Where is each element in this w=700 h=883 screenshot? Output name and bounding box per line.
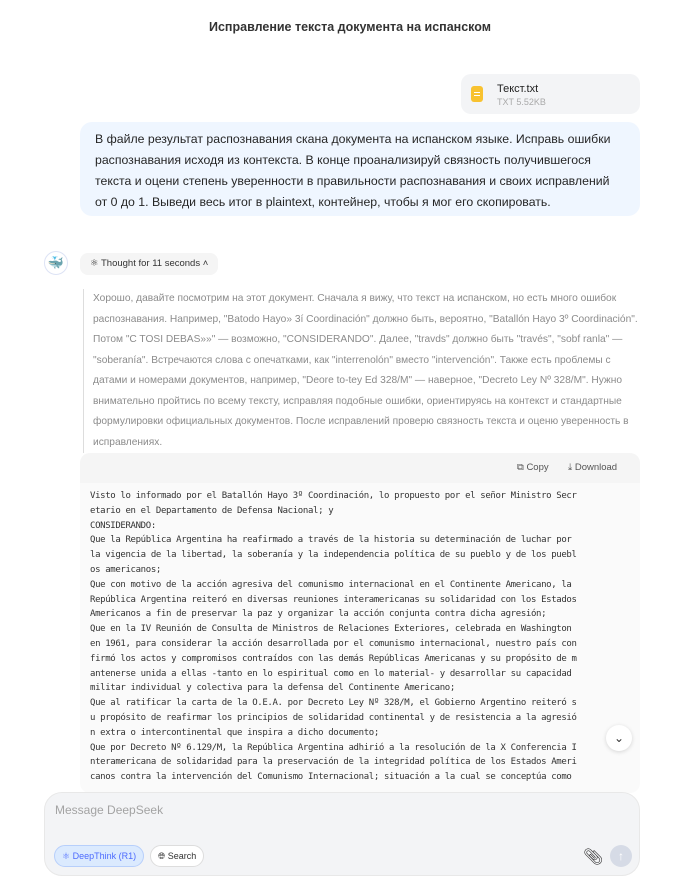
deepthink-toggle[interactable]: ⚛ DeepThink (R1) — [54, 845, 144, 867]
download-icon: ⤓ — [568, 462, 575, 473]
search-toggle[interactable]: 🌐︎ Search — [150, 845, 204, 867]
message-composer[interactable] — [44, 792, 640, 876]
file-attachment[interactable] — [461, 74, 640, 114]
deepseek-logo-icon: 🐳 — [44, 251, 68, 275]
thought-icon: ⚛ — [90, 258, 101, 269]
arrow-up-icon: ↑ — [618, 849, 624, 863]
chat-title: Исправление текста документа на испанском — [209, 20, 491, 34]
file-meta: TXT 5.52KB — [497, 97, 546, 107]
code-content: Visto lo informado por el Batallón Hayo 3º Coordinación, lo propuesto por el señor Ministro Secr etario en el Departamento de Defensa Nacional; y CONSIDERANDO: Que la República Argentina ha reafirmado a través de la historia su determinación de luchar por la vigencia de la libertad, la soberanía y la independencia política de su pueblo y de los puebl os americanos; Que con motivo de la acción agresiva del comunismo internacional en el Continente Americano, la República Argentina reiteró en diversas reuniones interamericanas su solidaridad con los Estados Americanos a fin de preservar la paz y organizar la acción conjunta contra dicha agresión; Que en la IV Reunión de Consulta de Ministros de Relaciones Exteriores, celebrada en Washington en 1961, para considerar la acción desarrollada por el comunismo internacional, nuestro país con firmó los actos y compromisos contraídos con las demás Repúblicas Americanas y su propósito de m antenerse unida a ellas -tanto en lo espiritual como en lo material- y desarrollar su capacidad militar individual y colectiva para la defensa del Continente Americano; Que al ratificar la carta de la O.E.A. por Decreto Ley Nº 328/M, el Gobierno Argentino reiteró s u propósito de reafirmar los principios de solidaridad continental y de resistencia a la agresió n extra o intercontinental que inspira a dicho documento; Que por Decreto Nº 6.129/M, la República Argentina adhirió a la resolución de la X Conferencia I nteramericana de solidaridad para la preservación de la integridad política de los Estados Ameri canos contra la intervención del Comunismo Internacional; situación a la cual se conceptúa como — [90, 491, 577, 783]
copy-icon: ⧉ — [517, 462, 527, 473]
globe-icon: 🌐︎ — [158, 851, 168, 861]
file-icon — [471, 86, 483, 102]
code-block — [80, 453, 640, 793]
code-toolbar — [80, 453, 640, 483]
user-message: В файле результат распознавания скана документа на испанском языке. Исправь ошибки распознавания исходя из контекста. В конце проанализируй связность получившегося текста и оцени степень уверенности в правильности распознавания и своих исправлений от 0 до 1. Выведи весь итог в plaintext, контейнер, чтобы я мог его скопировать. — [80, 122, 640, 216]
thought-label: Thought for 11 seconds — [100, 258, 201, 269]
chevron-up-icon: ˄ — [200, 258, 209, 269]
file-name: Текст.txt — [497, 83, 539, 95]
thought-text: Хорошо, давайте посмотрим на этот документ. Сначала я вижу, что текст на испанском, но есть много ошибок распознавания. Например, "Batodo Hayo» 3í Coordinación" должно быть, вероятно, "Batallón Hayo 3º Coordinación". Потом "C TOSI DEBAS»»" — возможно, "CONSIDERANDO". Далее, "travds" должно быть "través", "sobf ranla" — "soberanía". Встречаются слова с опечатками, как "interrenolón" вместо "intervención". Также есть проблемы с датами и номерами документов, например, "Deore to-tey Ed 328/M" — наверное, "Decreto Ley Nº 328/M". Нужно внимательно пройтись по всему тексту, исправляя подобные ошибки, ориентируясь на контекст и стандартные формулировки официальных документов. После исправлений проверю связность текста и оценю уверенность в исправлениях. — [83, 289, 643, 453]
chevron-down-icon: ⌄ — [613, 731, 625, 745]
scroll-down-button[interactable] — [606, 725, 632, 751]
copy-button[interactable]: ⧉ Copy — [517, 462, 549, 473]
thought-toggle[interactable] — [80, 253, 218, 275]
atom-icon: ⚛ — [62, 851, 73, 861]
download-button[interactable]: ⤓ Download — [568, 462, 618, 473]
send-button[interactable] — [610, 845, 632, 867]
paperclip-icon[interactable]: 📎︎ — [583, 849, 604, 866]
message-input[interactable]: Message DeepSeek — [55, 803, 164, 817]
